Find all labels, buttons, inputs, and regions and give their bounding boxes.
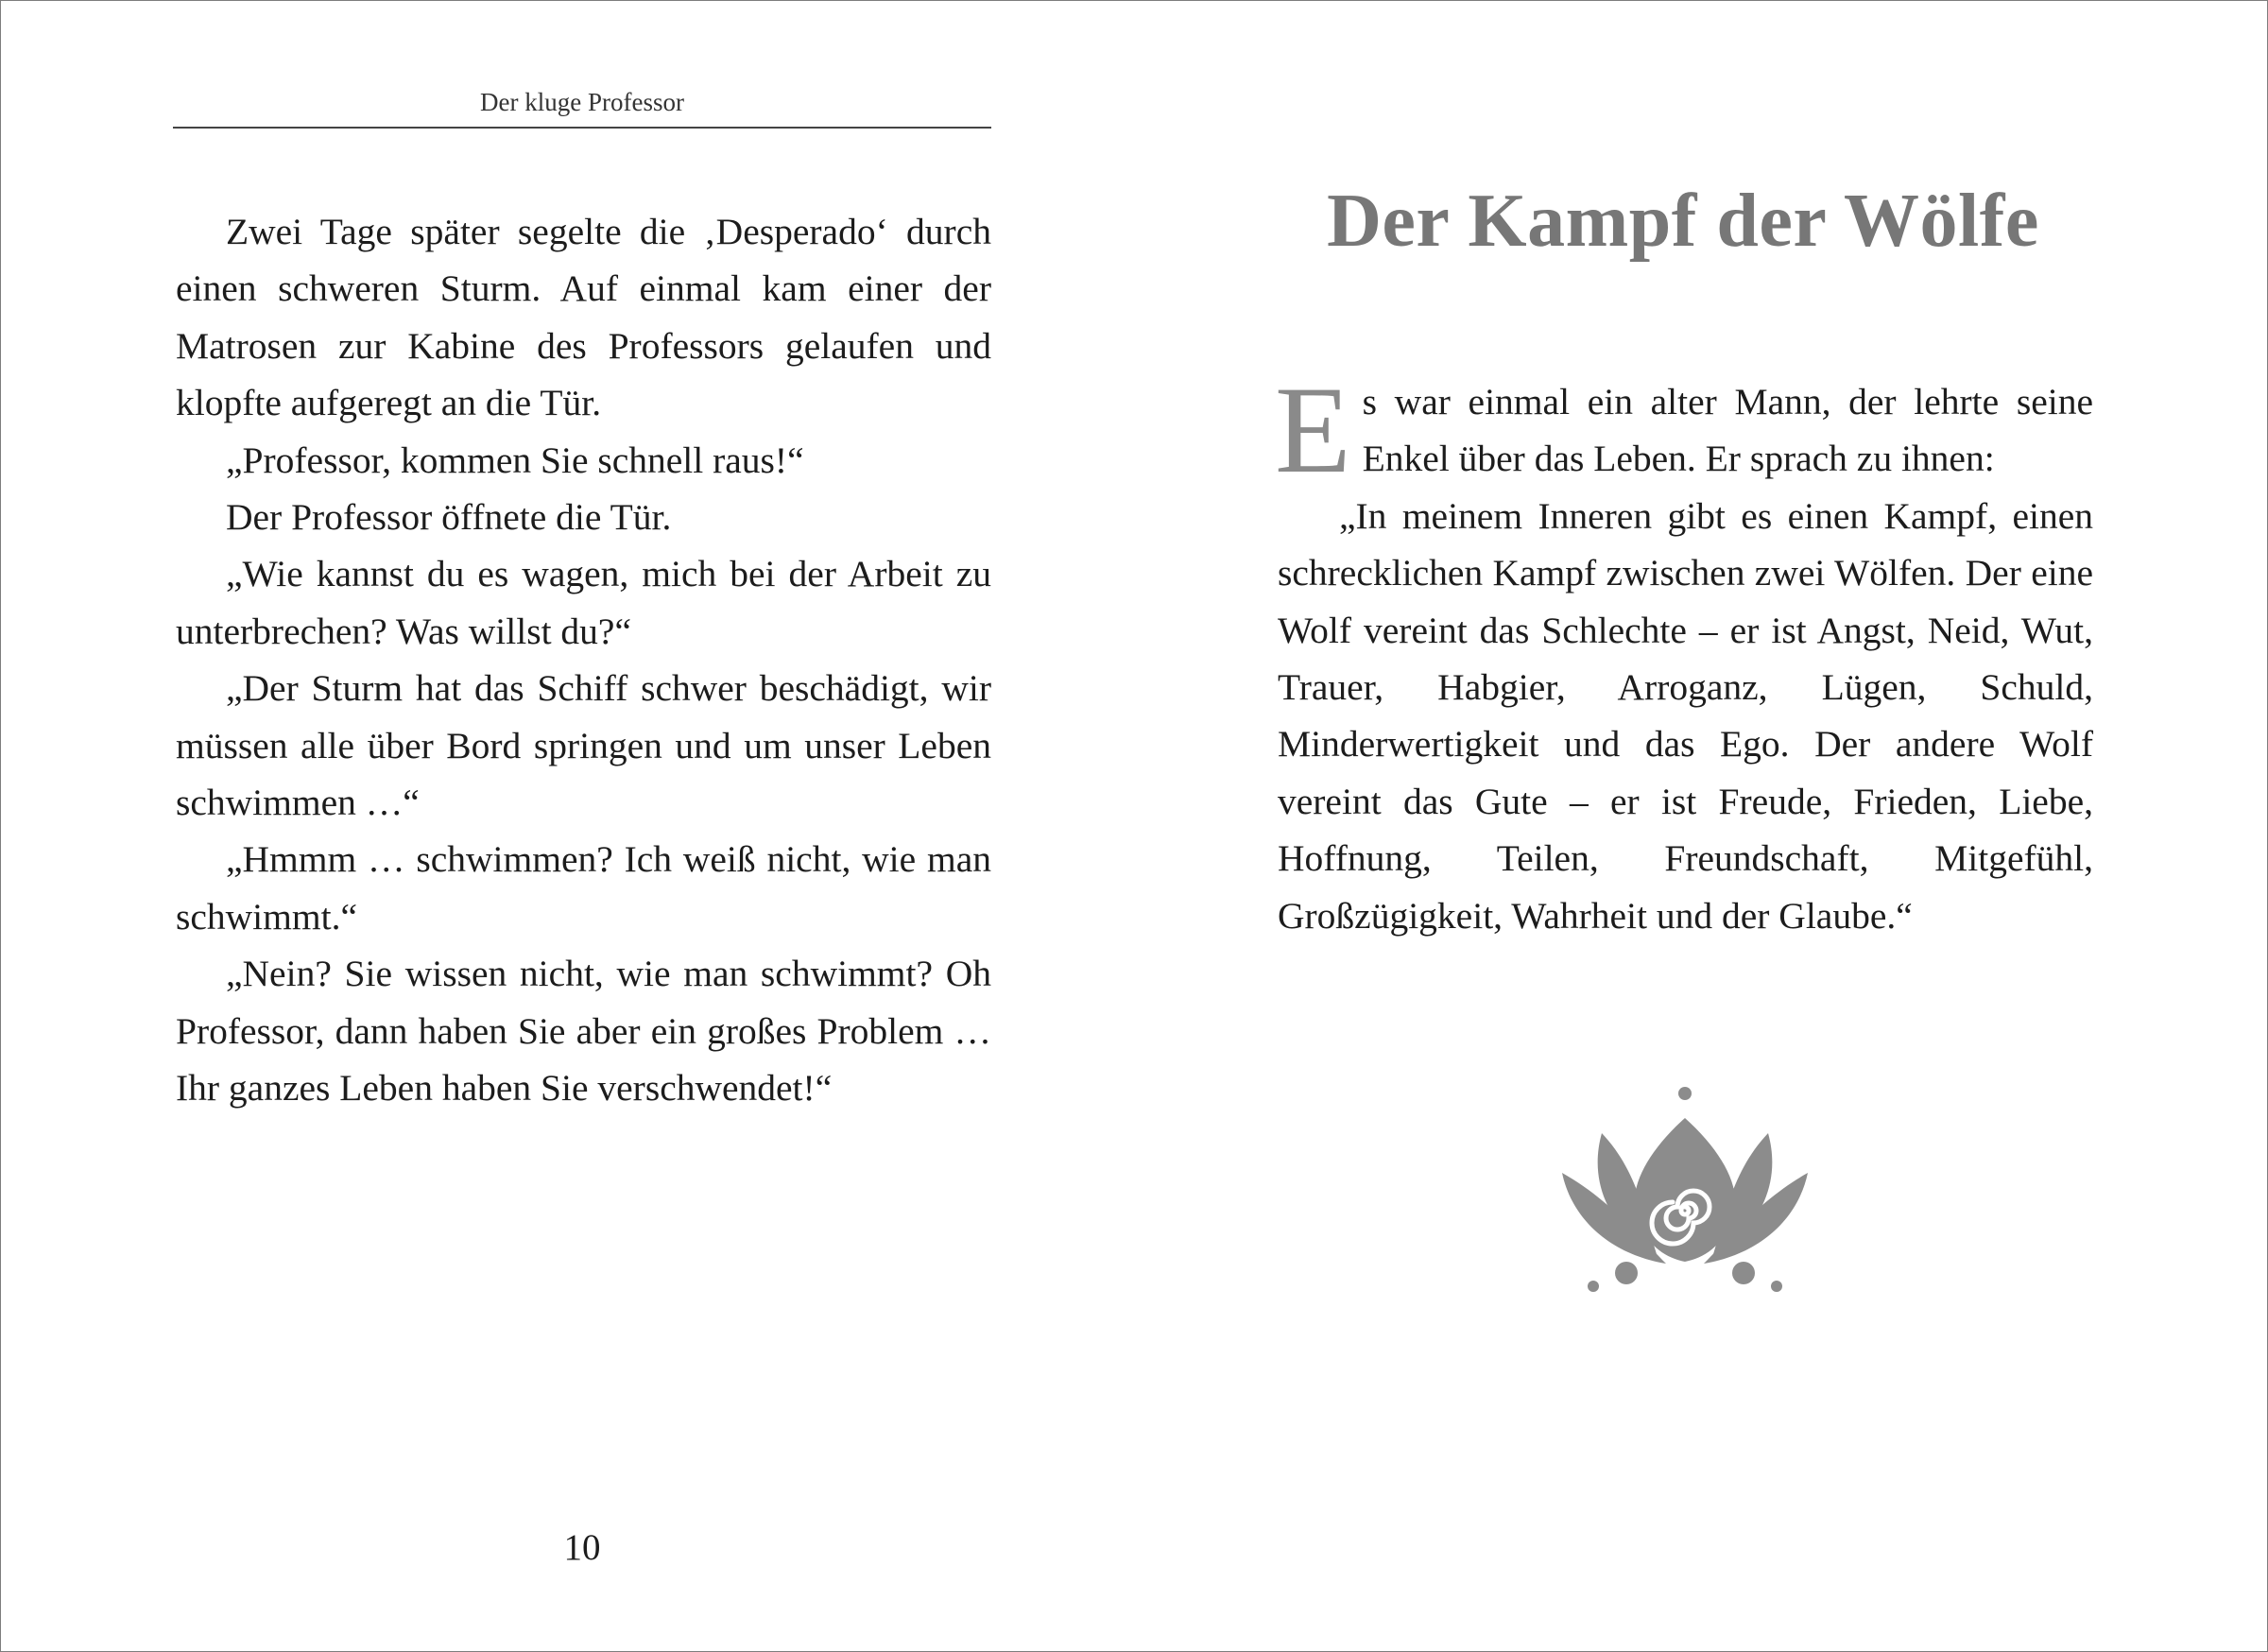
opening-paragraph [1275,360,2093,499]
lotus-ornament [1562,1087,1808,1292]
drop-cap: E [1275,360,1351,499]
lotus-icon [1534,1086,1836,1299]
header-rule [173,127,991,129]
paragraph: „Hmmm … schwimmen? Ich weiß nicht, wie man schwimmt.“ [176,838,991,938]
paragraph: „Nein? Sie wissen nicht, wie man schwimmt? Oh Professor, dann haben Sie aber ein großes Problem … Ihr ganzes Leben haben Sie verschwendet!“ [176,953,991,1110]
left-body-text [176,203,991,1117]
opening-paragraph-text: s war einmal ein alter Mann, der lehrte seine Enkel über das Leben. Er sprach zu ihnen: [1362,381,2093,480]
paragraph: „Professor, kommen Sie schnell raus!“ [226,439,804,481]
paragraph: „Der Sturm hat das Schiff schwer beschädigt, wir müssen alle über Bord springen und um unser Leben schwimmen …“ [176,667,991,824]
right-body-text [1275,360,2093,944]
page-number: 10 [563,1527,601,1568]
chapter-title: Der Kampf der Wölfe [1327,180,2039,263]
running-header: Der kluge Professor [480,88,684,116]
paragraph: „In meinem Inneren gibt es einen Kampf, einen schrecklichen Kampf zwischen zwei Wölfen. Der eine Wolf vereint das Schlechte – er ist Angst, Neid, Wut, Trauer, Habgier, Arroganz, Lügen, Schuld, Minderwertigkeit und das Ego. Der andere Wolf vereint das Gute – er ist Freude, Frieden, Liebe, Hoffnung, Teilen, Freundschaft, Mitgefühl, Großzügigkeit, Wahrheit und der Glaube.“ [1278,494,2093,937]
paragraph: Der Professor öffnete die Tür. [226,496,672,539]
paragraph: Zwei Tage später segelte die ‚Desperado‘ durch einen schweren Sturm. Auf einmal kam einer der Matrosen zur Kabine des Professors gelaufen und klopfte aufgeregt an die Tür. [176,211,991,424]
paragraph: „Wie kannst du es wagen, mich bei der Arbeit zu unterbrechen? Was willst du?“ [176,553,991,652]
